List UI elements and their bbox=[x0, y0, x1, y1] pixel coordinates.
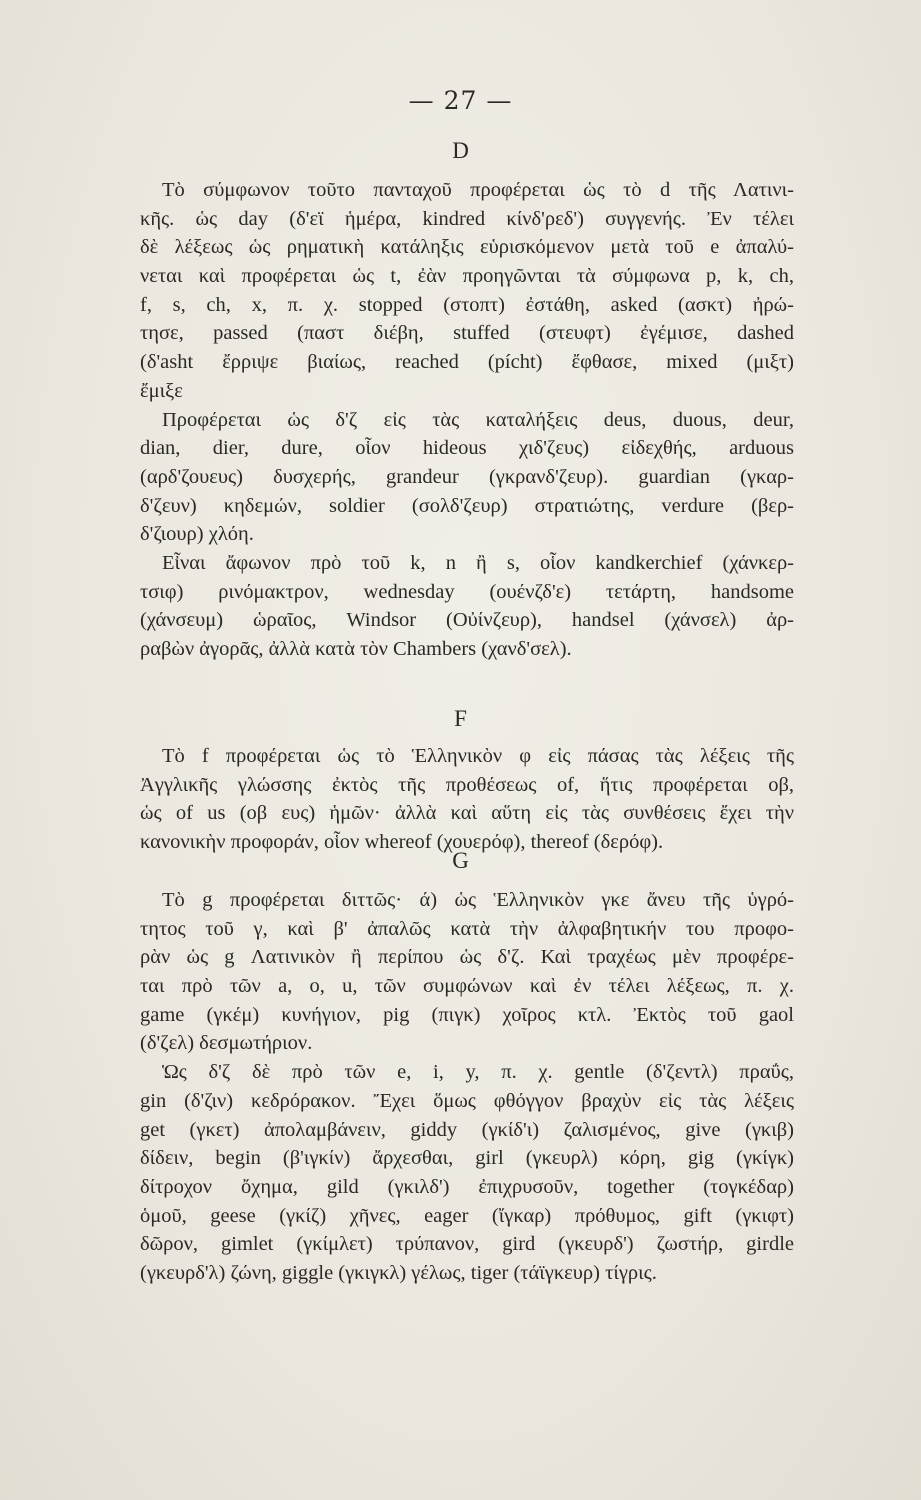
text-line: Ἀγγλικῆς γλώσσης ἐκτὸς τῆς προθέσεως of, ἥτις προφέρεται οβ, bbox=[140, 773, 794, 796]
text-line: τητος τοῦ γ, καὶ β' ἀπαλῶς κατὰ τὴν ἀλφαβητικήν του προφο- bbox=[140, 917, 794, 940]
text-line: κῆς. ὡς day (δ'εϊ ἡμέρα, kindred κίνδ'ρεδ') συγγενής. Ἐν τέλει bbox=[140, 207, 794, 230]
text-line: ρὰν ὡς g Λατινικὸν ἢ περίπου ὡς δ'ζ. Καὶ τραχέως μὲν προφέρε- bbox=[140, 946, 794, 969]
text-line: get (γκετ) ἀπολαμβάνειν, giddy (γκίδ'ι) ζαλισμένος, give (γκιβ) bbox=[140, 1118, 794, 1141]
section-g-body bbox=[118, 886, 794, 1288]
paragraph bbox=[118, 176, 794, 406]
text-line: Τὸ f προφέρεται ὡς τὸ Ἑλληνικὸν φ εἰς πάσας τὰς λέξεις τῆς bbox=[162, 745, 794, 767]
section-heading-f: F bbox=[454, 706, 467, 731]
page-number: — 27 — bbox=[408, 86, 513, 115]
text-line: ται πρὸ τῶν a, o, u, τῶν συμφώνων καὶ ἐν τέλει λέξεως, π. χ. bbox=[140, 975, 794, 998]
text-line: (δ'ζελ) δεσμωτήριον. bbox=[140, 1032, 313, 1055]
text-line: ὁμοῦ, geese (γκίζ) χῆνες, eager (ἴγκαρ) πρόθυμος, gift (γκιφτ) bbox=[140, 1204, 794, 1227]
text-line: δῶρον, gimlet (γκίμλετ) τρύπανον, gird (γκευρδ') ζωστήρ, girdle bbox=[140, 1233, 794, 1256]
text-line: game (γκέμ) κυνήγιον, pig (πιγκ) χοῖρος κτλ. Ἐκτὸς τοῦ gaol bbox=[140, 1003, 794, 1026]
text-line: dian, dier, dure, οἷον hideous χιδ'ζευς) εἰδεχθής, arduous bbox=[140, 437, 794, 460]
section-heading-g: G bbox=[452, 848, 469, 873]
text-line: Τὸ σύμφωνον τοῦτο πανταχοῦ προφέρεται ὡς τὸ d τῆς Λατινι- bbox=[162, 179, 794, 201]
text-line: δίτροχον ὄχημα, gild (γκιλδ') ἐπιχρυσοῦν, together (τογκέδαρ) bbox=[140, 1175, 794, 1198]
text-line: Προφέρεται ὡς δ'ζ εἰς τὰς καταλήξεις deus, duous, deur, bbox=[162, 408, 794, 431]
text-line: δίδειν, begin (β'ιγκίν) ἄρχεσθαι, girl (γκευρλ) κόρη, gig (γκίγκ) bbox=[140, 1147, 794, 1170]
section-heading-d: D bbox=[452, 138, 469, 163]
text-line: δὲ λέξεως ὡς ρηματικὴ κατάληξις εὑρισκόμενον μετὰ τοῦ e ἀπαλύ- bbox=[140, 236, 794, 259]
text-line: f, s, ch, x, π. χ. stopped (στοπτ) ἐστάθη, asked (ασκτ) ἠρώ- bbox=[140, 293, 794, 316]
text-line: ραβὼν ἀγορᾶς, ἀλλὰ κατὰ τὸν Chambers (χανδ'σελ). bbox=[140, 638, 572, 660]
paragraph bbox=[118, 886, 794, 1058]
paragraph bbox=[118, 1058, 794, 1288]
text-line: (χάνσευμ) ὡραῖος, Windsor (Οὐίνζευρ), handsel (χάνσελ) ἀρ- bbox=[140, 609, 794, 632]
text-line: νεται καὶ προφέρεται ὡς t, ἐὰν προηγῶνται τὰ σύμφωνα p, k, ch, bbox=[140, 265, 794, 288]
text-line: ὡς of us (οβ ευς) ἡμῶν· ἀλλὰ καὶ αὕτη εἰς τὰς συνθέσεις ἔχει τὴν bbox=[140, 802, 794, 825]
section-f-body bbox=[118, 742, 794, 857]
paragraph bbox=[118, 549, 794, 664]
text-line: (γκευρδ'λ) ζώνη, giggle (γκιγκλ) γέλως, tiger (τάϊγκευρ) τίγρις. bbox=[140, 1261, 657, 1284]
text-line: τσιφ) ρινόμακτρον, wednesday (ουένζδ'ε) τετάρτη, handsome bbox=[140, 580, 794, 603]
text-line: (δ'asht ἔρριψε βιαίως, reached (pícht) ἔφθασε, mixed (μιξτ) bbox=[140, 351, 794, 374]
paragraph bbox=[118, 742, 794, 857]
text-line: δ'ζευν) κηδεμών, soldier (σολδ'ζευρ) στρατιώτης, verdure (βερ- bbox=[140, 494, 794, 517]
text-line: Ὡς δ'ζ δὲ πρὸ τῶν e, i, y, π. χ. gentle (δ'ζεντλ) πραΰς, bbox=[162, 1061, 794, 1084]
text-line: Τὸ g προφέρεται διττῶς· ά) ὡς Ἑλληνικὸν γκε ἄνευ τῆς ὑγρό- bbox=[162, 889, 794, 911]
text-line: gin (δ'ζιν) κεδρόρακον. Ἔχει ὅμως φθόγγον βραχὺν εἰς τὰς λέξεις bbox=[140, 1089, 794, 1112]
text-line: ἔμιξε bbox=[140, 379, 183, 402]
text-line: τησε, passed (παστ διέβη, stuffed (στευφτ) ἐγέμισε, dashed bbox=[140, 322, 794, 345]
text-line: κανονικὴν προφοράν, οἷον whereof (χουερόφ), thereof (δερόφ). bbox=[140, 831, 664, 854]
paragraph bbox=[118, 406, 794, 549]
section-d-body bbox=[118, 176, 794, 664]
text-line: δ'ζιουρ) χλόη. bbox=[140, 523, 254, 546]
text-line: (αρδ'ζουευς) δυσχερής, grandeur (γκρανδ'ζευρ). guardian (γκαρ- bbox=[140, 465, 794, 488]
text-line: Εἶναι ἄφωνον πρὸ τοῦ k, n ἢ s, οἷον kandkerchief (χάνκερ- bbox=[162, 551, 794, 574]
